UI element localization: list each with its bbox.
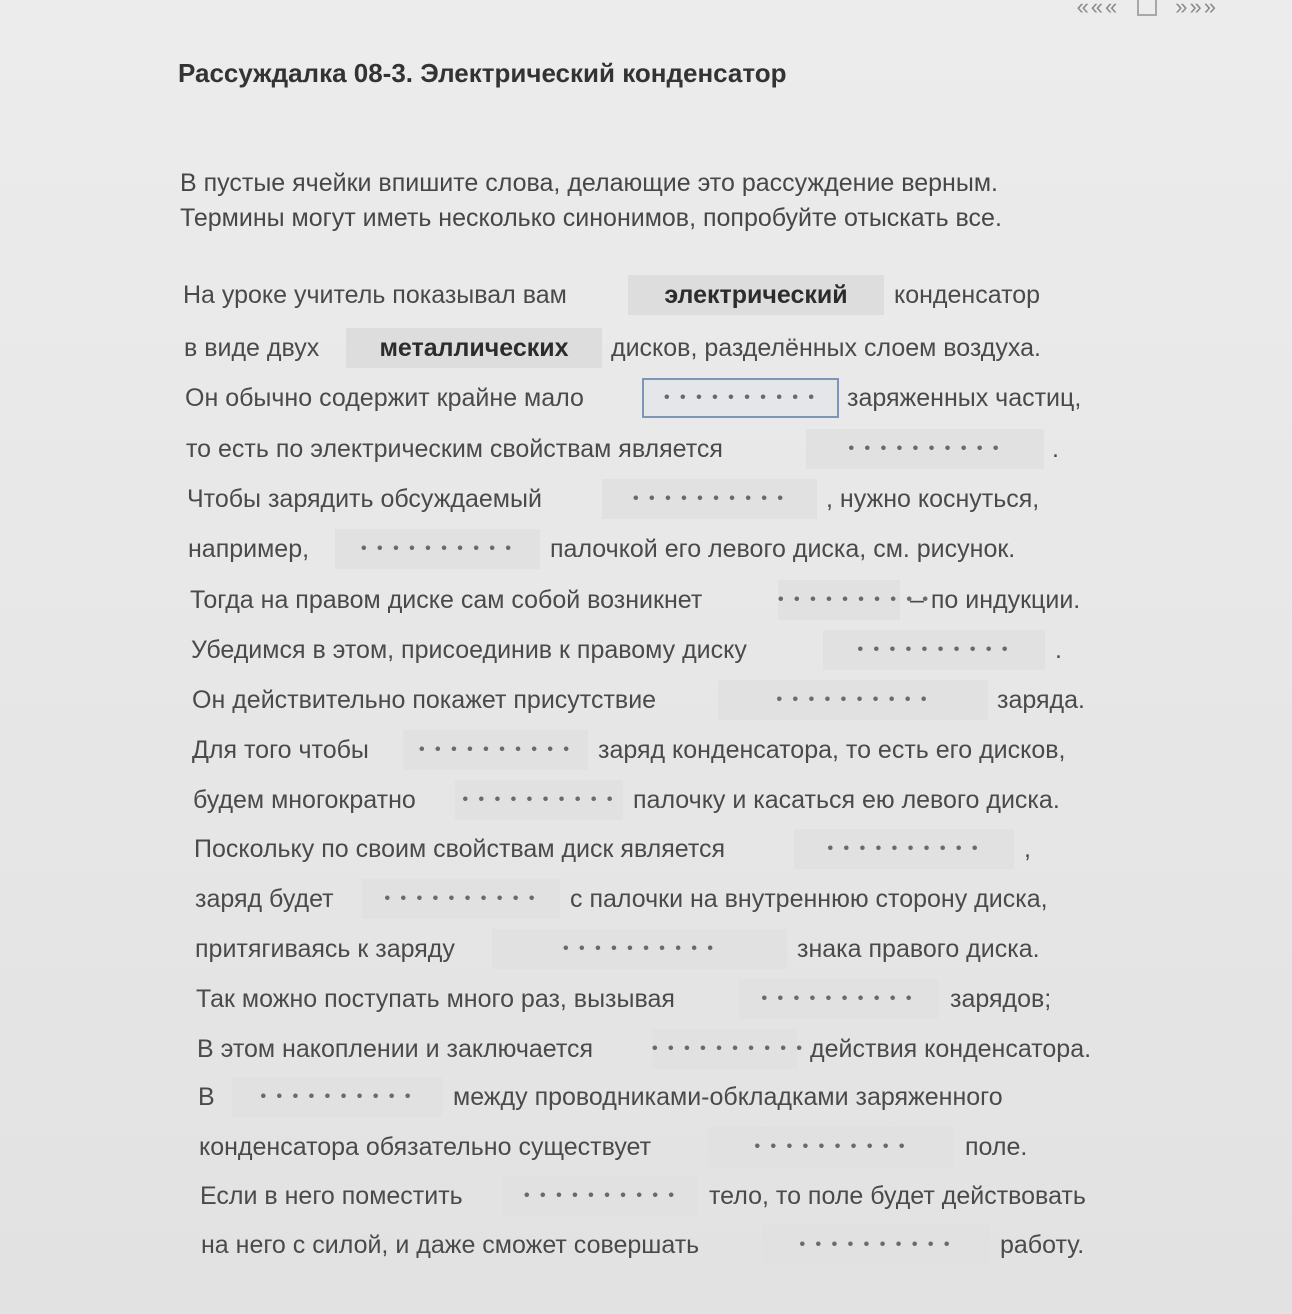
line-text: Он обычно содержит крайне мало xyxy=(185,384,584,412)
line-text: В xyxy=(198,1083,215,1111)
line-text: в виде двух xyxy=(184,334,320,362)
line-text: Так можно поступать много раз, вызывая xyxy=(196,985,675,1013)
blank-input[interactable]: • • • • • • • • • • xyxy=(503,1176,698,1216)
page-title: Рассуждалка 08-3. Электрический конденсатор xyxy=(178,58,787,88)
line-text: тело, то поле будет действовать xyxy=(709,1182,1086,1210)
line-text: между проводниками-обкладками заряженного xyxy=(453,1083,1003,1111)
line-text: Для того чтобы xyxy=(192,736,369,764)
blank-input[interactable]: • • • • • • • • • • xyxy=(455,780,623,820)
line-text: На уроке учитель показывал вам xyxy=(183,281,567,309)
blank-input[interactable]: • • • • • • • • • • xyxy=(652,1029,797,1069)
line-text: . xyxy=(1052,435,1059,463)
blank-input[interactable]: • • • • • • • • • • xyxy=(794,829,1014,869)
blank-input[interactable]: • • • • • • • • • • xyxy=(335,529,540,569)
line-text: действия конденсатора. xyxy=(810,1035,1092,1063)
blank-input[interactable]: • • • • • • • • • • xyxy=(403,730,588,770)
instruction-line: В пустые ячейки впишите слова, делающие это рассуждение верным. xyxy=(180,169,998,197)
line-text: Поскольку по своим свойствам диск является xyxy=(194,835,726,863)
blank-input[interactable]: • • • • • • • • • • xyxy=(232,1077,442,1117)
line-text: . xyxy=(1055,636,1062,664)
blank-input[interactable]: • • • • • • • • • • xyxy=(718,680,988,720)
line-text: Если в него поместить xyxy=(200,1182,463,1210)
line-text: заряда. xyxy=(997,686,1085,714)
line-text: Он действительно покажет присутствие xyxy=(192,686,657,714)
line-text: с палочки на внутреннюю сторону диска, xyxy=(570,885,1048,913)
line-text: Чтобы зарядить обсуждаемый xyxy=(187,485,542,513)
prev-page-link[interactable]: ««« xyxy=(1076,0,1120,19)
line-text: Тогда на правом диске сам собой возникнет xyxy=(190,586,703,614)
filled-cell[interactable]: металлических xyxy=(346,328,602,368)
blank-input[interactable]: • • • • • • • • • • xyxy=(823,630,1045,670)
blank-input[interactable]: • • • • • • • • • • xyxy=(738,979,938,1019)
line-text: работу. xyxy=(1000,1231,1085,1259)
line-text: – по индукции. xyxy=(910,586,1081,614)
blank-input[interactable]: • • • • • • • • • • xyxy=(362,879,560,919)
line-text: конденсатор xyxy=(894,281,1041,309)
line-text: палочку и касаться ею левого диска. xyxy=(633,786,1060,814)
instruction-line: Термины могут иметь несколько синонимов, попробуйте отыскать все. xyxy=(180,204,1002,232)
line-text: притягиваясь к заряду xyxy=(195,935,455,963)
line-text: Убедимся в этом, присоединив к правому диску xyxy=(191,636,747,664)
blank-input[interactable]: • • • • • • • • • • xyxy=(492,929,787,969)
line-text: знака правого диска. xyxy=(797,935,1040,963)
line-text: зарядов; xyxy=(950,985,1052,1013)
line-text: , нужно коснуться, xyxy=(826,485,1040,513)
instructions xyxy=(180,166,1002,236)
line-text: палочкой его левого диска, см. рисунок. xyxy=(550,535,1016,563)
next-page-link[interactable]: »»» xyxy=(1175,0,1218,19)
line-text: заряд будет xyxy=(195,885,334,913)
line-text: заряд конденсатора, то есть его дисков, xyxy=(598,736,1066,764)
blank-input[interactable]: • • • • • • • • • • xyxy=(778,580,900,620)
blank-input[interactable]: • • • • • • • • • • xyxy=(806,429,1044,469)
line-text: то есть по электрическим свойствам является xyxy=(186,435,723,463)
blank-input[interactable]: • • • • • • • • • • xyxy=(762,1225,990,1265)
line-text: будем многократно xyxy=(193,786,416,814)
line-text: , xyxy=(1024,835,1031,863)
line-text: например, xyxy=(188,535,310,563)
blank-input-active[interactable]: • • • • • • • • • • xyxy=(642,378,839,418)
line-text: поле. xyxy=(965,1133,1028,1161)
page-separator-icon xyxy=(1137,0,1157,16)
line-text: конденсатора обязательно существует xyxy=(199,1133,652,1161)
blank-input[interactable]: • • • • • • • • • • xyxy=(602,479,817,519)
blank-input[interactable]: • • • • • • • • • • xyxy=(708,1127,954,1167)
line-text: дисков, разделённых слоем воздуха. xyxy=(611,334,1041,362)
line-text: на него с силой, и даже сможет совершать xyxy=(201,1231,700,1259)
page-navigation xyxy=(1077,0,1218,20)
line-text: В этом накоплении и заключается xyxy=(197,1035,594,1063)
line-text: заряженных частиц, xyxy=(847,384,1082,412)
filled-cell[interactable]: электрический xyxy=(628,275,884,315)
